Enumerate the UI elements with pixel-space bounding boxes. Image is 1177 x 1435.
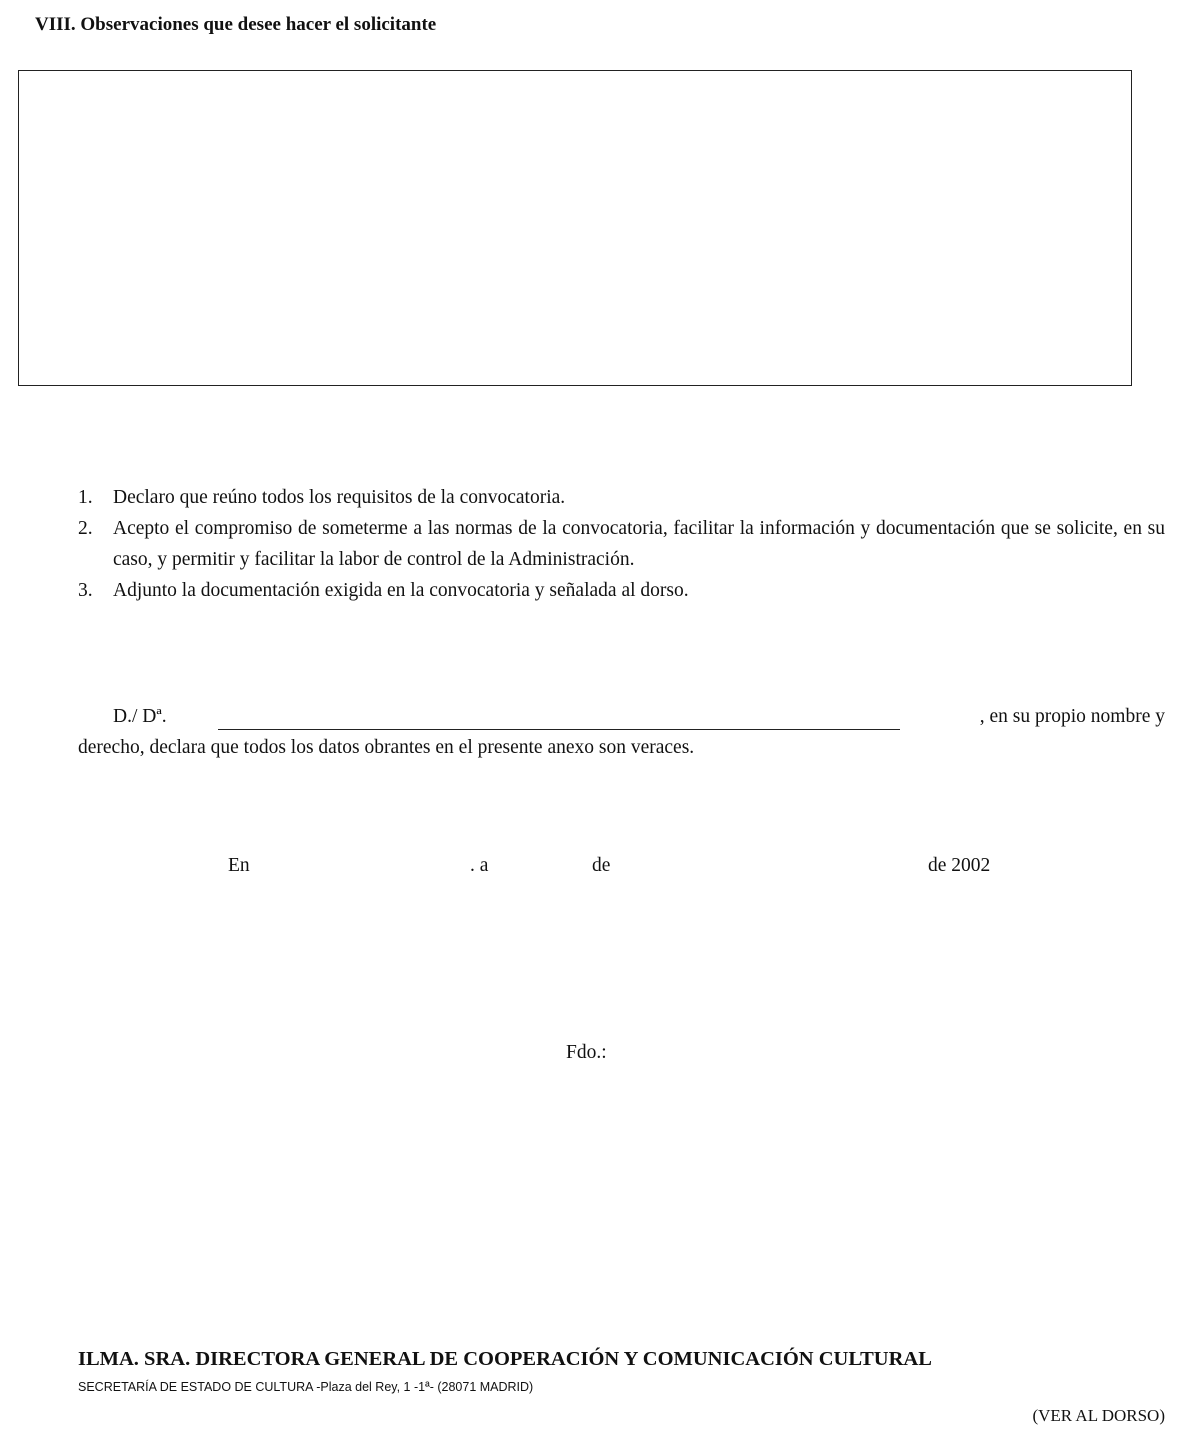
item-text: Acepto el compromiso de someterme a las normas de la convocatoria, facilitar la información y documentación que se solicite, en su caso, y permitir y facilitar la labor de control de la Administración.: [113, 518, 1165, 570]
item-text: Adjunto la documentación exigida en la convocatoria y señalada al dorso.: [113, 580, 689, 601]
see-back-note: (VER AL DORSO): [1032, 1406, 1165, 1425]
observations-textarea[interactable]: [18, 70, 1132, 386]
address: SECRETARÍA DE ESTADO DE CULTURA -Plaza del Rey, 1 -1ª- (28071 MADRID): [78, 1380, 534, 1394]
addressee: ILMA. SRA. DIRECTORA GENERAL DE COOPERACIÓN Y COMUNICACIÓN CULTURAL: [78, 1348, 932, 1370]
list-item: [78, 482, 1165, 513]
signature-label: Fdo.:: [566, 1042, 607, 1063]
declarations-list: [78, 482, 1165, 606]
place-label: En: [228, 855, 250, 876]
declarant-prefix: D./ Dª.: [113, 706, 167, 727]
day-label: . a: [470, 855, 489, 876]
item-number: 3.: [78, 580, 93, 601]
month-label: de: [592, 855, 611, 876]
declarant-statement: derecho, declara que todos los datos obrantes en el presente anexo son veraces.: [78, 737, 695, 758]
declarant-name-field[interactable]: [218, 729, 900, 730]
item-number: 2.: [78, 518, 93, 539]
list-item: [78, 513, 1165, 575]
year-label: de 2002: [928, 855, 991, 876]
list-item: [78, 575, 1165, 606]
item-text: Declaro que reúno todos los requisitos de la convocatoria.: [113, 487, 566, 508]
section-title: VIII. Observaciones que desee hacer el solicitante: [35, 14, 437, 35]
declarant-suffix: , en su propio nombre y: [979, 706, 1165, 727]
item-number: 1.: [78, 487, 93, 508]
